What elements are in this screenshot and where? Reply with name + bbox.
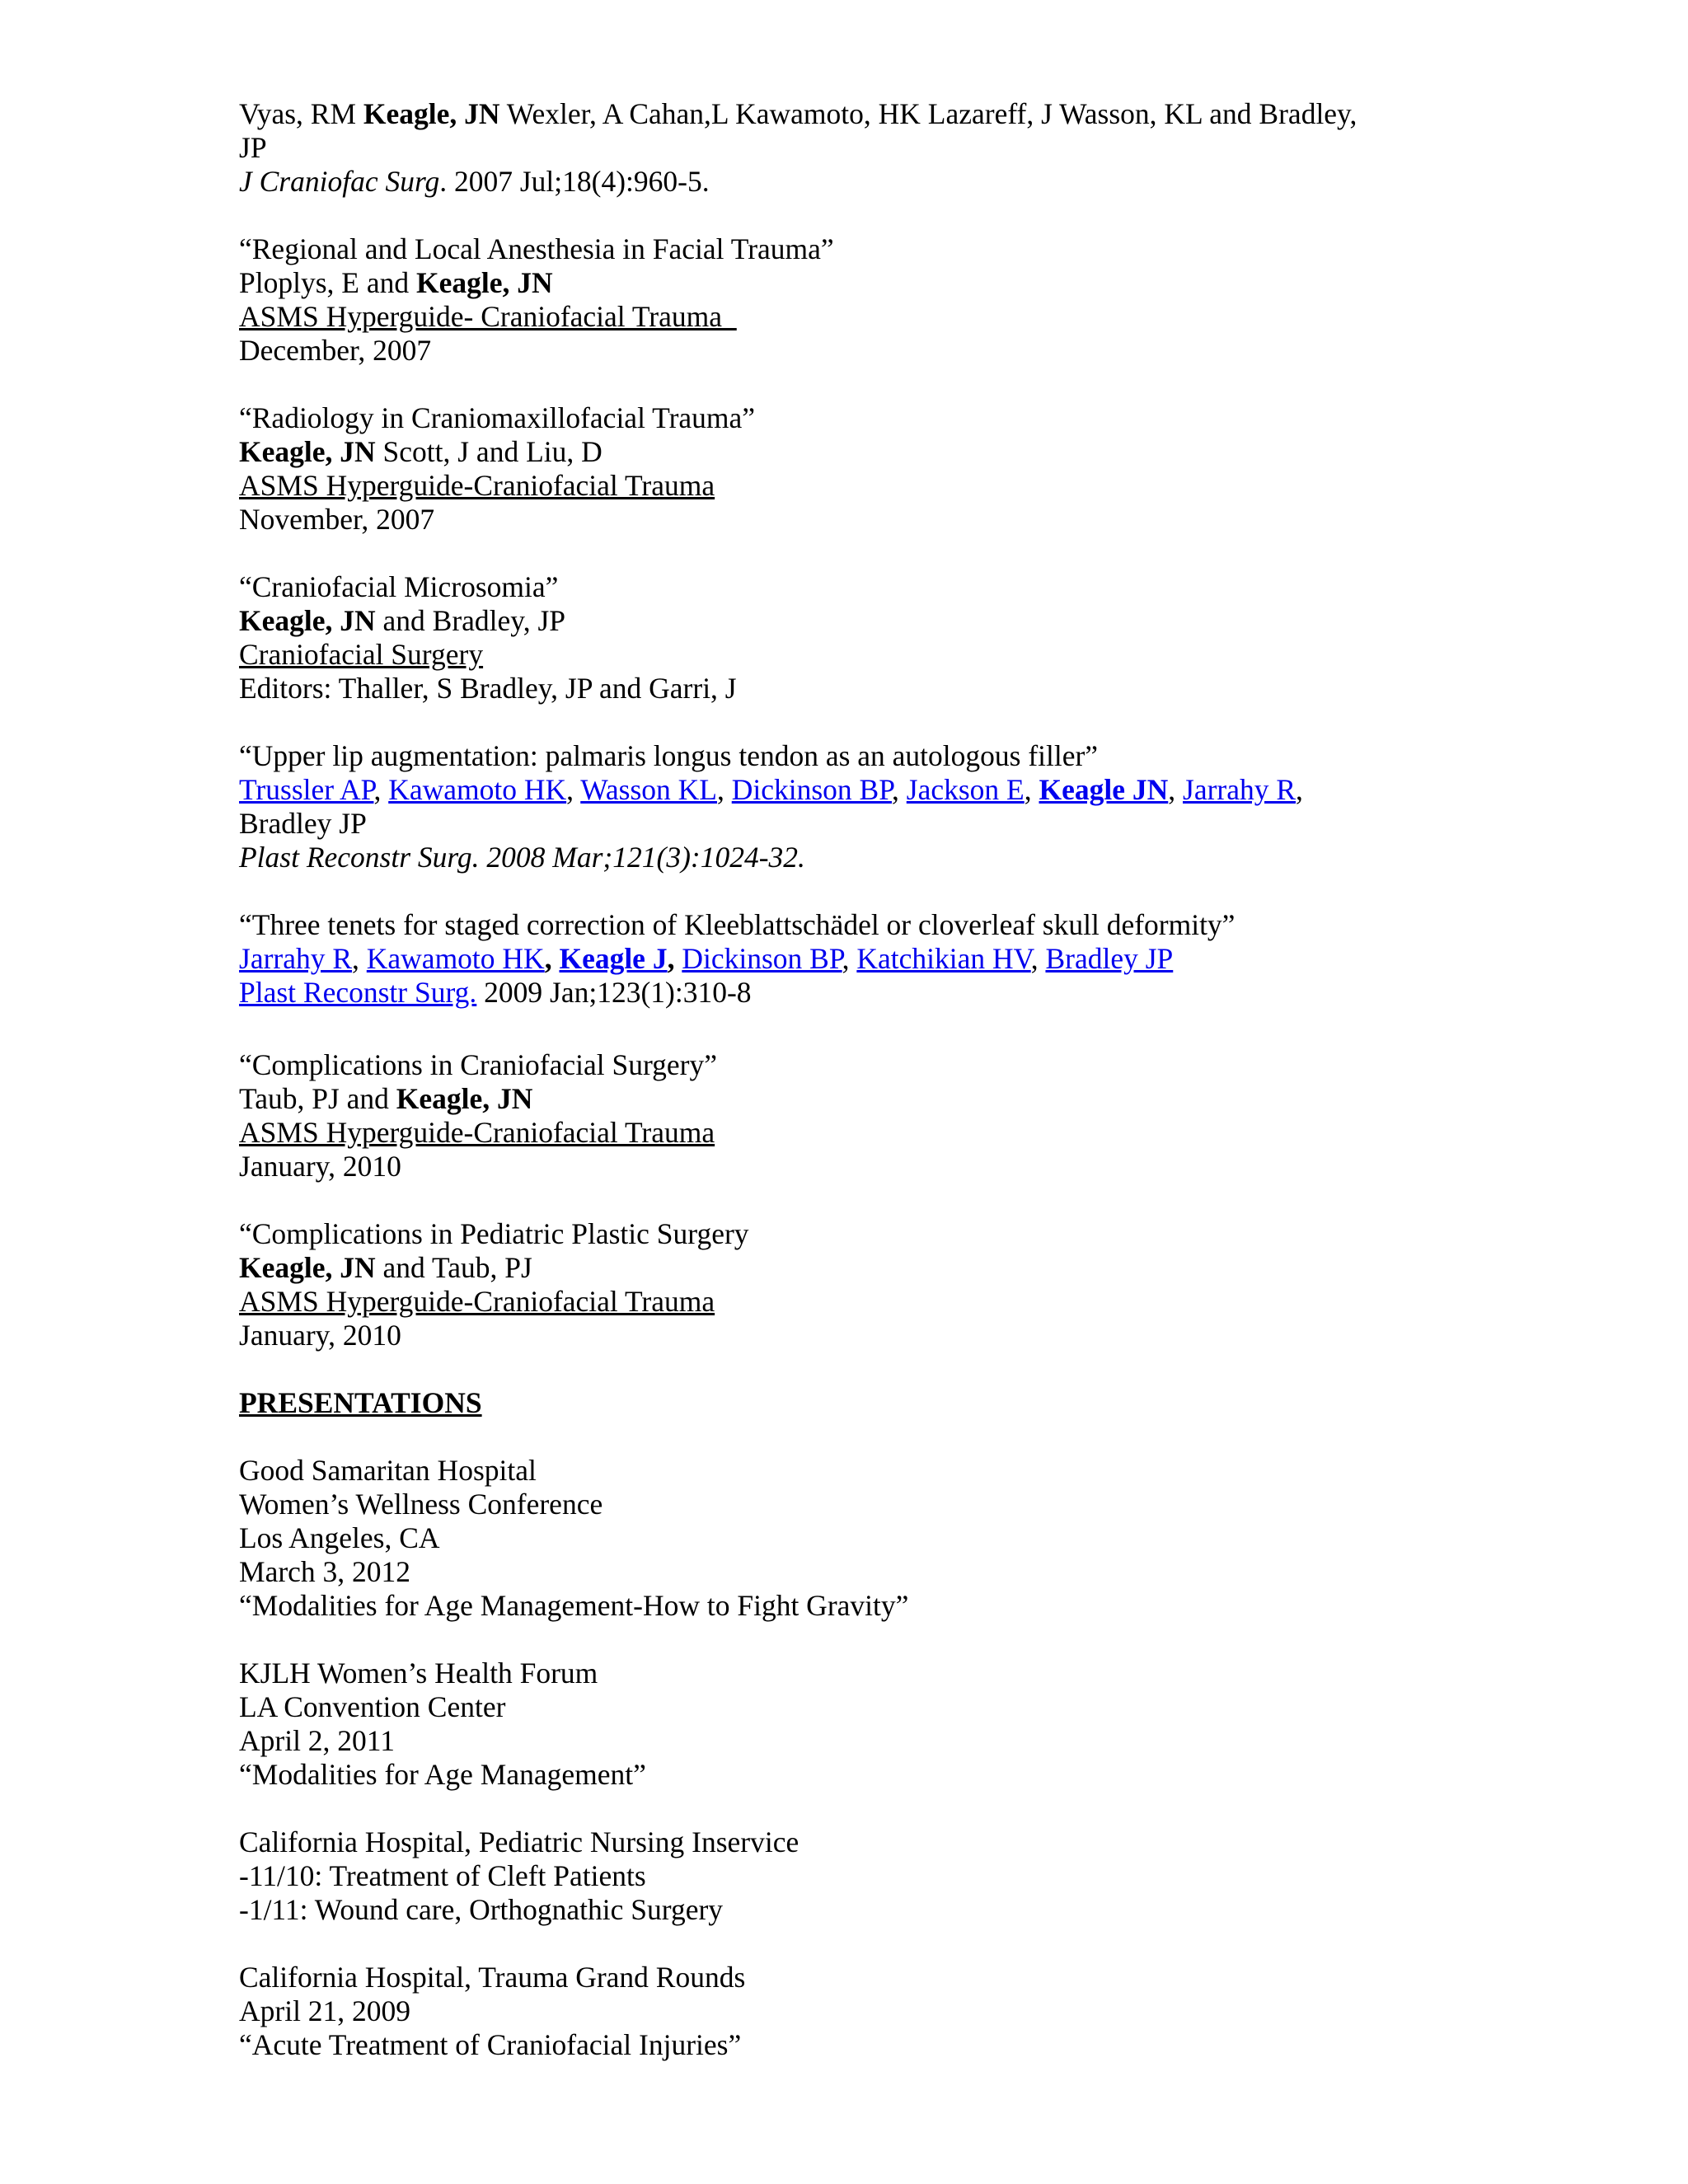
separator: , (1024, 773, 1039, 806)
presentation-date: March 3, 2012 (239, 1555, 411, 1588)
separator: , (1296, 773, 1303, 806)
author-text: Wexler, A Cahan,L Kawamoto, HK Lazareff, J Wasson, KL and Bradley, (499, 97, 1357, 130)
author-link[interactable]: Kawamoto HK (366, 942, 545, 975)
publication-author-links (239, 942, 1442, 976)
presentation-title: “Acute Treatment of Craniofacial Injuries” (239, 2028, 742, 2061)
presentation-date: April 21, 2009 (239, 1994, 411, 2027)
journal-name: J Craniofac Surg (239, 165, 440, 198)
separator: , (566, 773, 581, 806)
presentation-topic: -1/11: Wound care, Orthognathic Surgery (239, 1893, 724, 1926)
publication-title: “Three tenets for staged correction of Kleeblattschädel or cloverleaf skull deformity” (239, 908, 1236, 941)
author-highlight: Keagle, JN (239, 435, 376, 468)
publication-date: November, 2007 (239, 503, 435, 536)
citation-details: . 2007 Jul;18(4):960-5. (439, 165, 710, 198)
separator: , (1030, 942, 1046, 975)
presentation-event: Women’s Wellness Conference (239, 1488, 603, 1521)
author-link[interactable]: Dickinson BP (682, 942, 842, 975)
publication-title: “Complications in Pediatric Plastic Surgery (239, 1217, 749, 1250)
author-link-highlight[interactable]: Keagle J (559, 942, 668, 975)
presentation-title: “Modalities for Age Management-How to Fight Gravity” (239, 1589, 909, 1622)
presentation-topic: -11/10: Treatment of Cleft Patients (239, 1859, 646, 1892)
author-link[interactable]: Katchikian HV (856, 942, 1031, 975)
presentation-venue: California Hospital, Trauma Grand Rounds (239, 1961, 746, 1994)
author-text: and Bradley, JP (375, 604, 566, 637)
separator: , (1168, 773, 1184, 806)
publication-title: “Upper lip augmentation: palmaris longus tendon as an autologous filler” (239, 739, 1099, 772)
separator: , (352, 942, 367, 975)
author-link[interactable]: Jarrahy R (1183, 773, 1296, 806)
author-highlight: Keagle, JN (396, 1082, 533, 1115)
author-link[interactable]: Jarrahy R (239, 942, 353, 975)
publication-complications (239, 1048, 1442, 1183)
publication-editors: Editors: Thaller, S Bradley, JP and Garri, J (239, 672, 737, 705)
presentation-kjlh (239, 1657, 1442, 1792)
citation-details: 2009 Jan;123(1):310-8 (476, 976, 752, 1009)
separator: , (544, 942, 560, 975)
author-link[interactable]: Kawamoto HK (388, 773, 567, 806)
publication-three-tenets (239, 908, 1442, 1010)
publication-citation: Plast Reconstr Surg. 2008 Mar;121(3):1024-32. (239, 841, 805, 874)
presentation-venue: LA Convention Center (239, 1690, 506, 1723)
publication-source: ASMS Hyperguide-Craniofacial Trauma (239, 469, 715, 502)
separator: , (373, 773, 389, 806)
document-body (239, 97, 1442, 2096)
publication-authors (239, 97, 1442, 131)
journal-link[interactable]: Plast Reconstr Surg. (239, 976, 477, 1009)
publication-authors (239, 1082, 1442, 1116)
publication-upper-lip (239, 739, 1442, 874)
publication-pediatric-complications (239, 1217, 1442, 1352)
publication-authors (239, 435, 1442, 469)
publication-title: “Craniofacial Microsomia” (239, 570, 559, 603)
presentation-location: Los Angeles, CA (239, 1521, 440, 1554)
publication-vyas (239, 97, 1442, 199)
separator: , (716, 773, 732, 806)
publication-radiology (239, 401, 1442, 537)
author-link-highlight[interactable]: Keagle JN (1039, 773, 1169, 806)
publication-source: ASMS Hyperguide-Craniofacial Trauma (239, 1285, 715, 1318)
publication-title: “Radiology in Craniomaxillofacial Trauma” (239, 401, 756, 434)
author-highlight: Keagle, JN (363, 97, 500, 130)
separator: , (892, 773, 907, 806)
publication-author-links (239, 773, 1442, 807)
author-link[interactable]: Wasson KL (580, 773, 717, 806)
publication-microsomia (239, 570, 1442, 705)
publication-date: December, 2007 (239, 334, 432, 367)
publication-authors (239, 1251, 1442, 1285)
author-highlight: Keagle, JN (239, 604, 376, 637)
presentation-venue: Good Samaritan Hospital (239, 1454, 537, 1487)
publication-citation (239, 976, 1442, 1010)
presentation-good-samaritan (239, 1454, 1442, 1623)
section-heading-presentations: PRESENTATIONS (239, 1386, 482, 1419)
author-text: Ploplys, E and (239, 266, 416, 299)
author-text: Vyas, RM (239, 97, 363, 130)
publication-date: January, 2010 (239, 1319, 401, 1352)
author-link[interactable]: Dickinson BP (731, 773, 893, 806)
publication-authors (239, 266, 1442, 300)
publication-date: January, 2010 (239, 1150, 401, 1183)
publication-citation (239, 165, 1442, 199)
publication-source: ASMS Hyperguide-Craniofacial Trauma (239, 1116, 715, 1149)
presentation-trauma-grand-rounds (239, 1961, 1442, 2062)
publication-authors-cont: JP (239, 131, 267, 164)
publication-source: Craniofacial Surgery (239, 638, 484, 671)
author-text: Taub, PJ and (239, 1082, 396, 1115)
publication-authors (239, 604, 1442, 638)
author-highlight: Keagle, JN (239, 1251, 376, 1284)
presentation-nursing-inservice (239, 1825, 1442, 1927)
author-link[interactable]: Jackson E (906, 773, 1025, 806)
publication-title: “Complications in Craniofacial Surgery” (239, 1048, 718, 1081)
publication-authors-cont: Bradley JP (239, 807, 367, 840)
author-text: Scott, J and Liu, D (375, 435, 603, 468)
author-text: and Taub, PJ (375, 1251, 532, 1284)
author-highlight: Keagle, JN (415, 266, 553, 299)
publication-source: ASMS Hyperguide- Craniofacial Trauma (239, 300, 737, 333)
author-link[interactable]: Trussler AP (239, 773, 374, 806)
separator: , (842, 942, 857, 975)
publication-title: “Regional and Local Anesthesia in Facial Trauma” (239, 232, 834, 265)
publication-regional-anesthesia (239, 232, 1442, 368)
presentation-date: April 2, 2011 (239, 1724, 395, 1757)
presentation-title: “Modalities for Age Management” (239, 1758, 646, 1791)
presentation-venue: California Hospital, Pediatric Nursing Inservice (239, 1825, 799, 1858)
separator: , (667, 942, 675, 975)
author-link[interactable]: Bradley JP (1045, 942, 1174, 975)
presentation-event: KJLH Women’s Health Forum (239, 1657, 598, 1690)
